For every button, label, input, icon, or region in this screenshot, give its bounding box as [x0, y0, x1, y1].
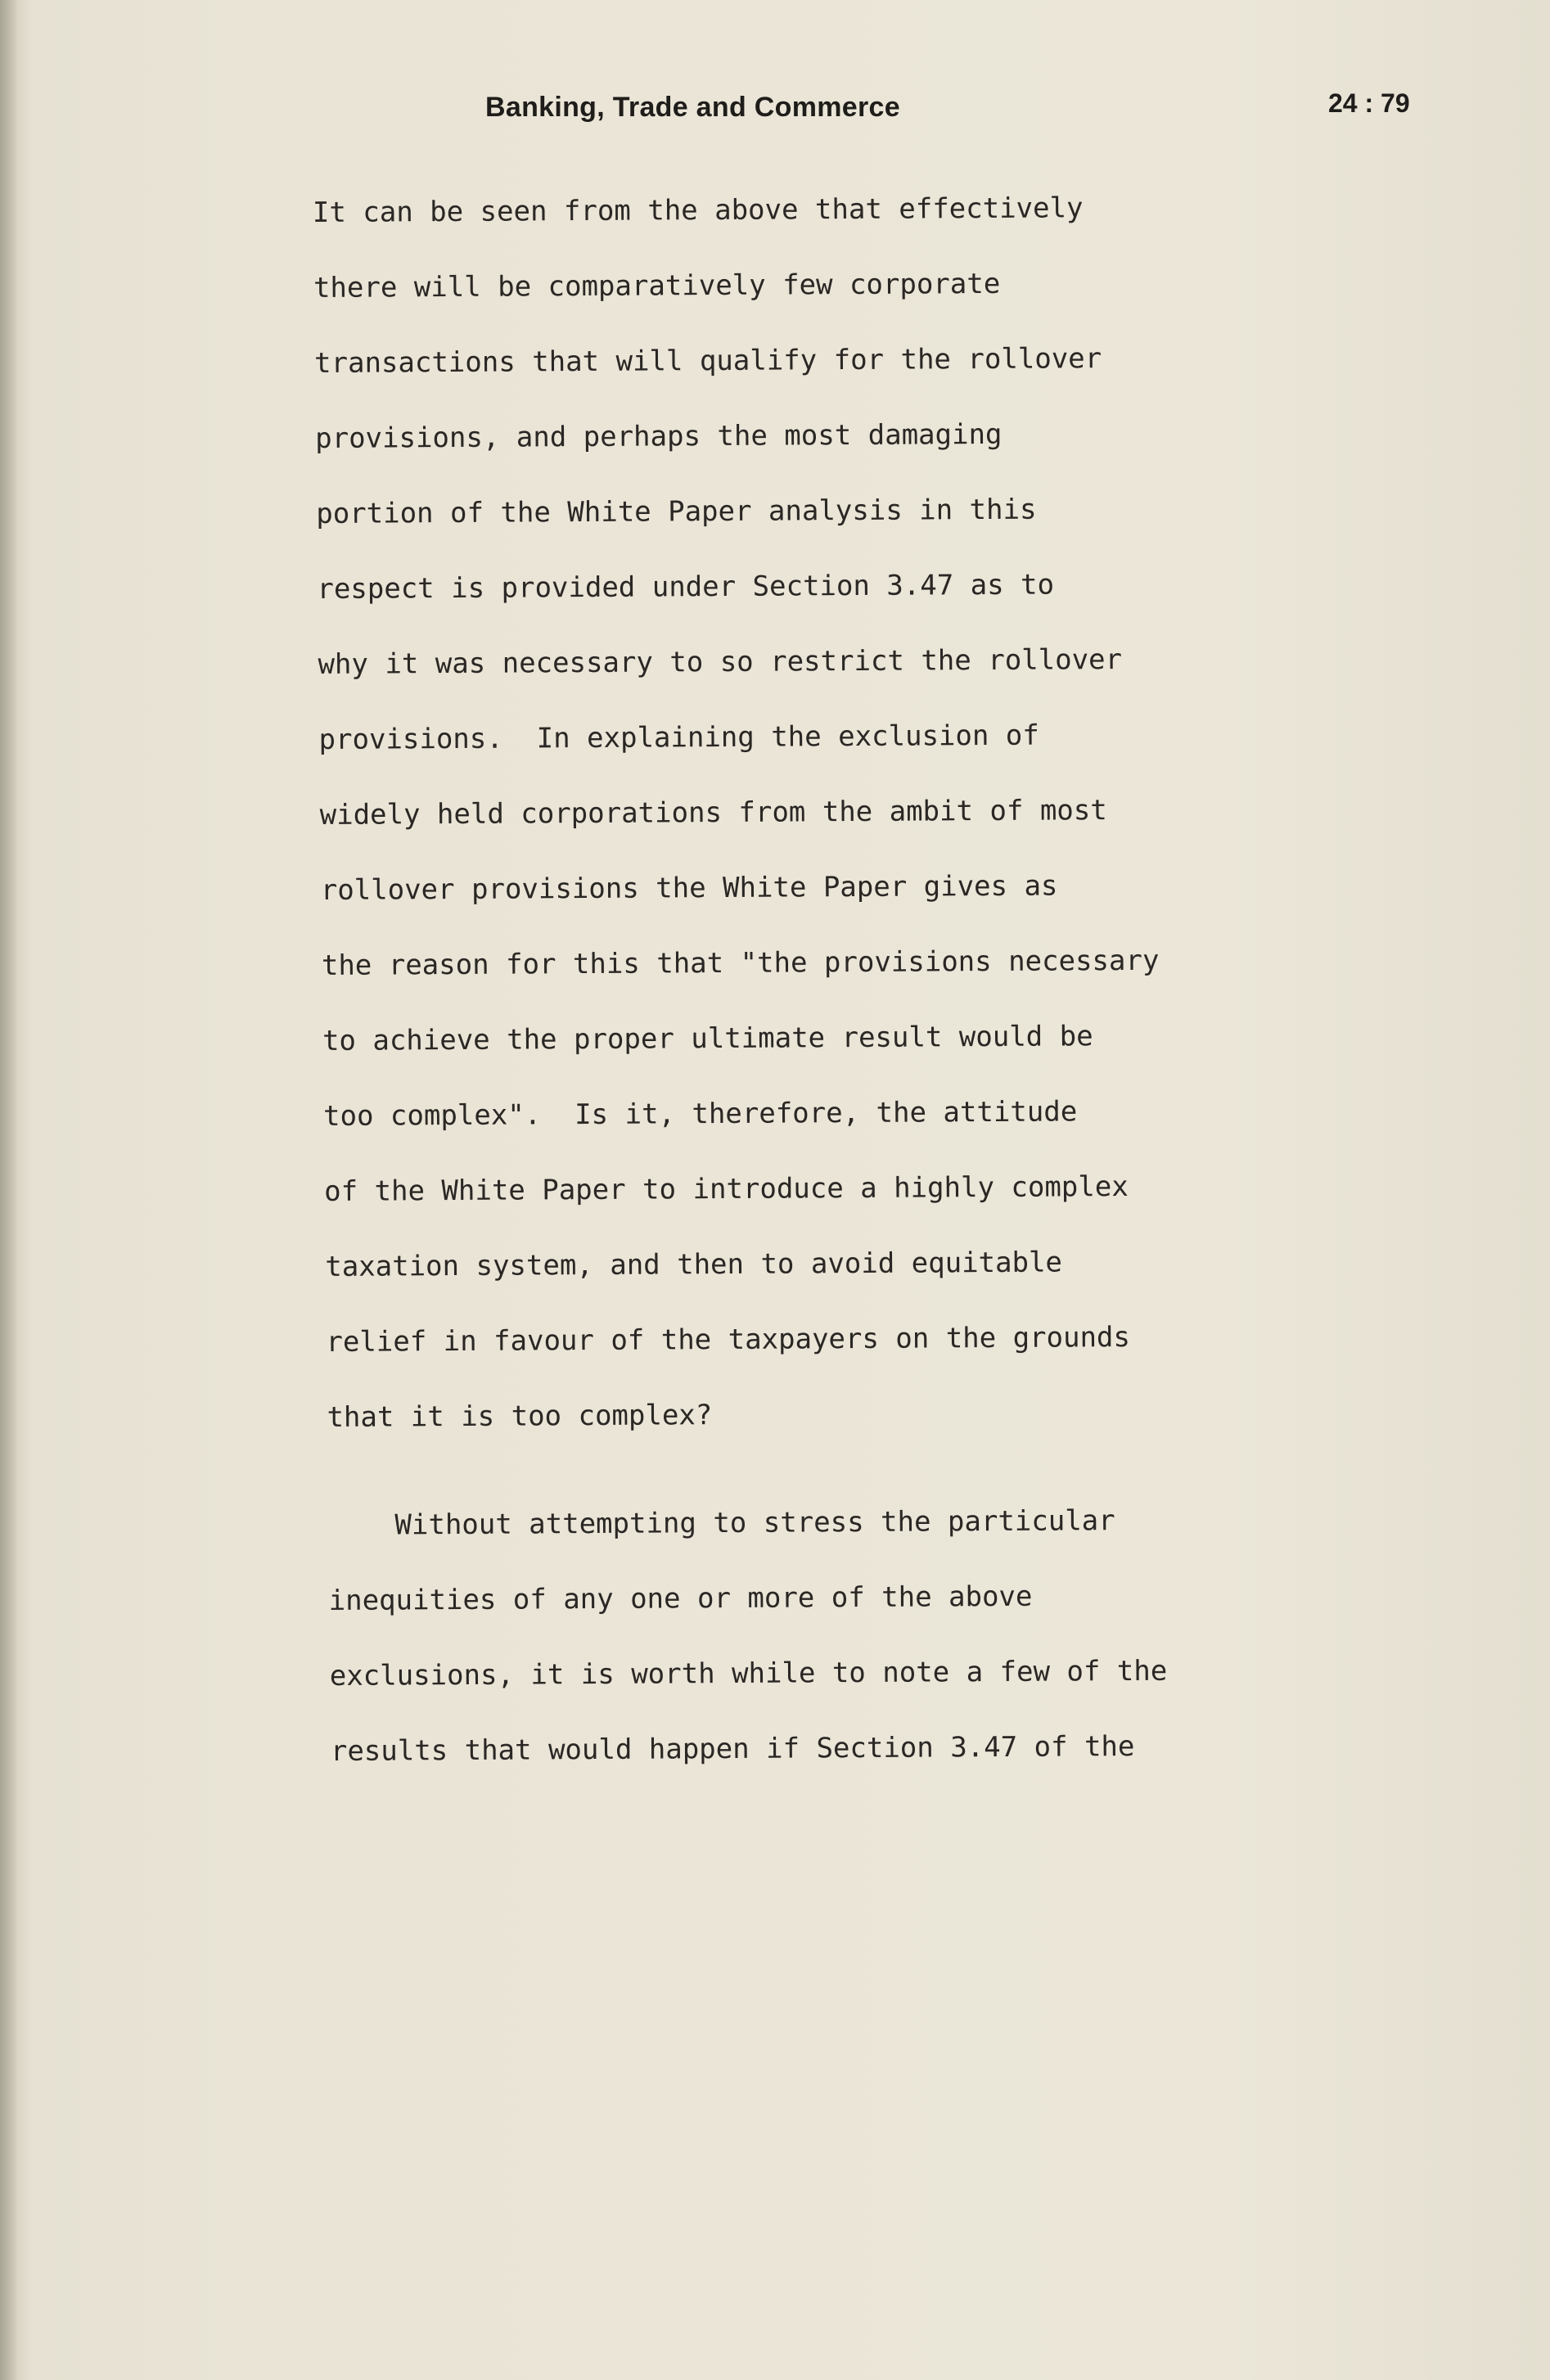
text-line: respect is provided under Section 3.47 as to	[317, 568, 1055, 606]
text-line: It can be seen from the above that effectively	[312, 192, 1084, 229]
text-line: provisions. In explaining the exclusion of	[318, 719, 1039, 756]
text-line: results that would happen if Section 3.47 of the	[330, 1729, 1135, 1768]
binding-shadow	[0, 0, 18, 2380]
paragraph-2	[313, 1501, 1180, 1802]
page-number: 24 : 79	[1328, 88, 1410, 118]
text-line: inequities of any one or more of the above	[328, 1580, 1033, 1617]
text-line: to achieve the proper ultimate result would be	[322, 1020, 1093, 1057]
text-line: too complex". Is it, therefore, the attitude	[322, 1095, 1078, 1133]
text-line: relief in favour of the taxpayers on the grounds	[326, 1320, 1131, 1359]
running-head-title: Banking, Trade and Commerce	[485, 92, 900, 123]
text-line: transactions that will qualify for the rollover	[313, 342, 1102, 380]
text-line: there will be comparatively few corporate	[313, 267, 1001, 304]
running-head	[0, 88, 1465, 137]
text-line: that it is too complex?	[327, 1399, 713, 1434]
text-line: widely held corporations from the ambit of most	[319, 794, 1107, 832]
text-line: taxation system, and then to avoid equitable	[325, 1246, 1063, 1283]
text-line: Without attempting to stress the particular	[327, 1504, 1115, 1542]
body-text	[313, 188, 1180, 1802]
text-line: exclusions, it is worth while to note a few of the	[329, 1654, 1168, 1693]
text-line: of the White Paper to introduce a highly complex	[324, 1170, 1129, 1208]
text-line: the reason for this that "the provisions necessary	[321, 944, 1160, 982]
text-line: portion of the White Paper analysis in this	[316, 493, 1037, 530]
text-line: rollover provisions the White Paper gives as	[320, 869, 1058, 907]
text-line: provisions, and perhaps the most damaging	[315, 417, 1003, 455]
text-line: why it was necessary to so restrict the rollover	[318, 642, 1123, 681]
paragraph-1	[313, 188, 1180, 1468]
